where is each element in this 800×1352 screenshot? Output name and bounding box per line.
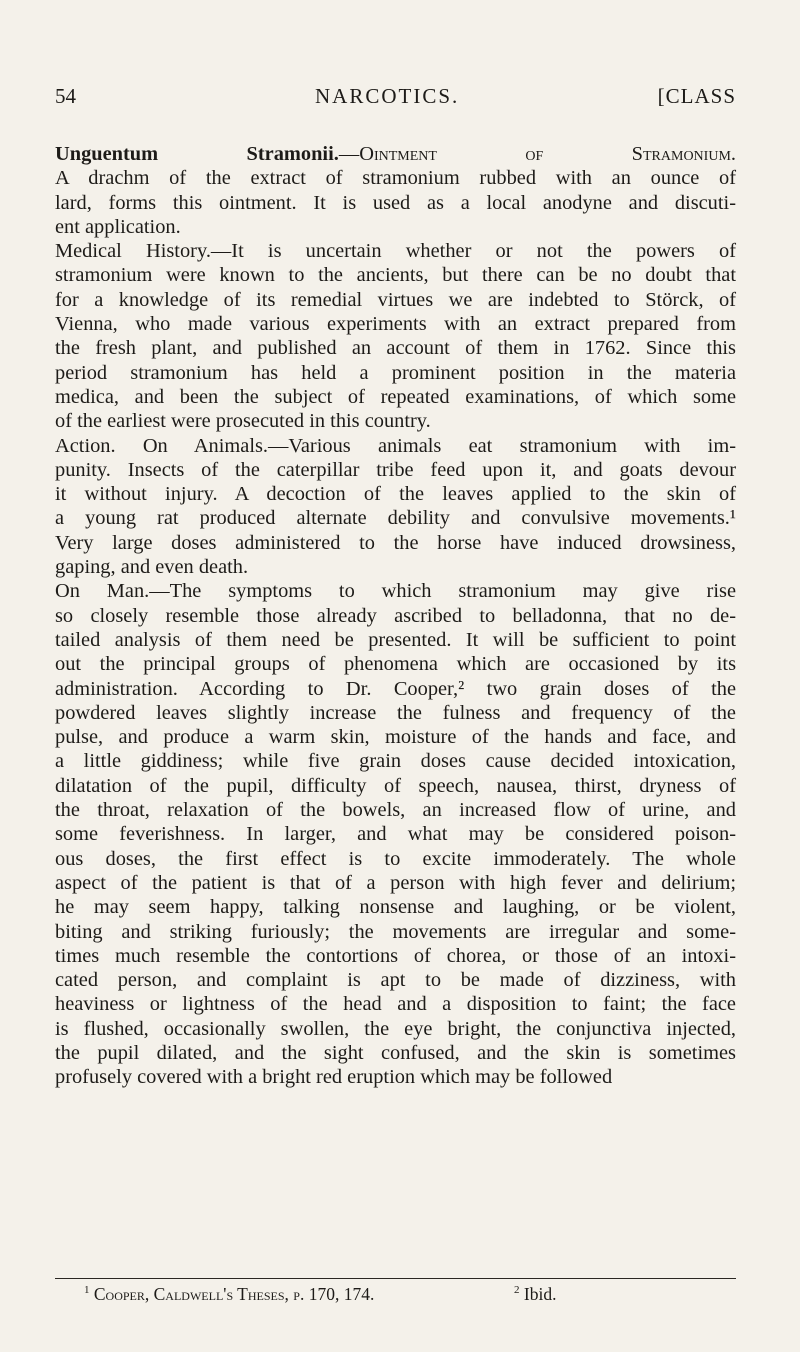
text-line: powdered leaves slightly increase the fulness and frequency of the (55, 701, 736, 724)
footnote-text: Ibid. (523, 1284, 557, 1304)
text-lines (55, 166, 736, 1089)
text-line: is flushed, occasionally swollen, the eye bright, the conjunctiva injected, (55, 1017, 736, 1040)
text-line: for a knowledge of its remedial virtues we are indebted to Störck, of (55, 288, 736, 311)
text-line: out the principal groups of phenomena which are occasioned by its (55, 653, 736, 676)
text-line: aspect of the patient is that of a person with high fever and delirium; (55, 871, 736, 894)
text-line: A drachm of the extract of stramonium rubbed with an ounce of (55, 167, 736, 190)
footnote-2 (514, 1284, 556, 1305)
text-line: heaviness or lightness of the head and a disposition to faint; the face (55, 993, 736, 1016)
body-text (55, 142, 736, 1090)
text-line: Action. On Animals.—Various animals eat stramonium with im- (55, 434, 736, 457)
text-line: Vienna, who made various experiments with an extract prepared from (55, 313, 736, 336)
text-line: it without injury. A decoction of the leaves applied to the skin of (55, 483, 736, 506)
text-line: ous doses, the first effect is to excite immoderately. The whole (55, 847, 736, 870)
footnote-mark: 2 (514, 1284, 520, 1297)
running-header (55, 84, 736, 114)
text-line: the fresh plant, and published an account of them in 1762. Since this (55, 337, 736, 360)
text-line: period stramonium has held a prominent position in the materia (55, 361, 736, 384)
text-line: so closely resemble those already ascribed to belladonna, that no de- (55, 604, 736, 627)
text-line: cated person, and complaint is apt to be made of dizziness, with (55, 969, 736, 992)
text-line: profusely covered with a bright red eruption which may be followed (55, 1066, 613, 1089)
text-line: the throat, relaxation of the bowels, an increased flow of urine, and (55, 799, 736, 822)
footnote-mark: 1 (84, 1284, 90, 1297)
class-label: [CLASS (657, 84, 736, 108)
footnote-text: Cooper, Caldwell's Theses, p. 170, 174. (93, 1284, 375, 1304)
text-line: ent application. (55, 215, 181, 238)
section-title: Unguentum Stramonii. (55, 143, 339, 165)
section-heading (55, 142, 736, 166)
text-line: times much resemble the contortions of chorea, or those of an intoxi- (55, 944, 736, 967)
text-line: stramonium were known to the ancients, but there can be no doubt that (55, 264, 736, 287)
footnote-rule (55, 1278, 736, 1279)
text-line: gaping, and even death. (55, 556, 249, 579)
text-line: a young rat produced alternate debility and convulsive movements.¹ (55, 507, 736, 530)
text-line: Very large doses administered to the horse have induced drowsiness, (55, 531, 736, 554)
text-line: dilatation of the pupil, difficulty of speech, nausea, thirst, dryness of (55, 774, 736, 797)
text-line: administration. According to Dr. Cooper,² two grain doses of the (55, 677, 736, 700)
text-line: some feverishness. In larger, and what may be considered poison- (55, 823, 736, 846)
text-line: tailed analysis of them need be presented. It will be sufficient to point (55, 628, 736, 651)
text-line: pulse, and produce a warm skin, moisture of the hands and face, and (55, 726, 736, 749)
text-line: Medical History.—It is uncertain whether or not the powers of (55, 240, 736, 263)
page-number: 54 (55, 84, 76, 108)
footnote-1 (84, 1284, 374, 1305)
text-line: medica, and been the subject of repeated examinations, of which some (55, 385, 736, 408)
text-line: he may seem happy, talking nonsense and laughing, or be violent, (55, 896, 736, 919)
text-line: biting and striking furiously; the movements are irregular and some- (55, 920, 736, 943)
text-line: of the earliest were prosecuted in this country. (55, 410, 431, 433)
running-title: NARCOTICS. (315, 84, 460, 108)
text-line: punity. Insects of the caterpillar tribe feed upon it, and goats devour (55, 458, 736, 481)
text-line: On Man.—The symptoms to which stramonium may give rise (55, 580, 736, 603)
text-line: the pupil dilated, and the sight confused, and the skin is sometimes (55, 1041, 736, 1064)
section-subtitle: —Ointment of Stramonium. (338, 143, 736, 165)
text-line: a little giddiness; while five grain doses cause decided intoxication, (55, 750, 736, 773)
text-line: lard, forms this ointment. It is used as a local anodyne and discuti- (55, 191, 736, 214)
